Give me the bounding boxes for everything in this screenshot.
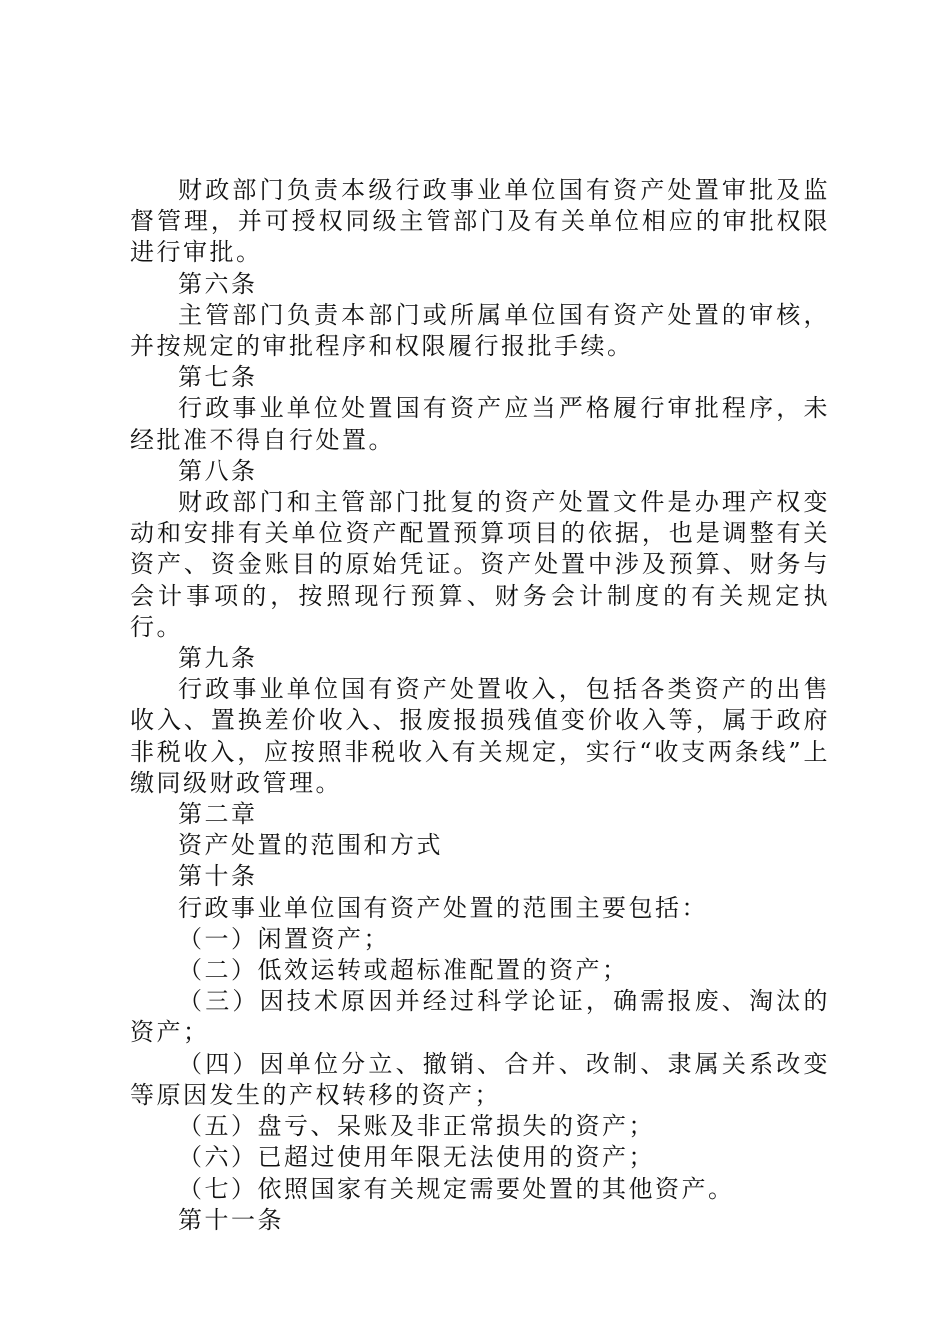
article-heading: 第六条 [178,269,258,298]
paragraph: 主管部门负责本部门或所属单位国有资产处置的审核，并按规定的审批程序和权限履行报批手续。 [130,300,830,361]
list-item: （三）因技术原因并经过科学论证，确需报废、淘汰的资产； [130,987,830,1047]
list-item: （二）低效运转或超标准配置的资产； [178,956,629,985]
document-body [130,175,830,1236]
paragraph: 行政事业单位国有资产处置的范围主要包括： [178,893,708,922]
article-heading: 第七条 [178,363,258,392]
paragraph: 行政事业单位国有资产处置收入，包括各类资产的出售收入、置换差价收入、报废报损残值变价收入等，属于政府非税收入，应按照非税收入有关规定，实行“收支两条线”上缴同级财政管理。 [130,675,830,797]
list-item: （一）闲置资产； [178,924,390,953]
list-item: （五）盘亏、呆账及非正常损失的资产； [178,1112,655,1141]
chapter-title: 资产处置的范围和方式 [178,831,443,860]
article-heading: 第十一条 [178,1205,284,1234]
list-item: （四）因单位分立、撤销、合并、改制、隶属关系改变等原因发生的产权转移的资产； [130,1049,830,1109]
article-heading: 第十条 [178,862,258,891]
article-heading: 第八条 [178,456,258,485]
chapter-heading: 第二章 [178,800,258,829]
article-heading: 第九条 [178,644,258,673]
list-item: （七）依照国家有关规定需要处置的其他资产。 [178,1174,735,1203]
paragraph: 财政部门负责本级行政事业单位国有资产处置审批及监督管理，并可授权同级主管部门及有关单位相应的审批权限进行审批。 [130,176,830,267]
paragraph: 行政事业单位处置国有资产应当严格履行审批程序，未经批准不得自行处置。 [130,394,830,454]
paragraph: 财政部门和主管部门批复的资产处置文件是办理产权变动和安排有关单位资产配置预算项目的依据，也是调整有关资产、资金账目的原始凭证。资产处置中涉及预算、财务与会计事项的，按照现行预算、财务会计制度的有关规定执行。 [130,488,830,641]
list-item: （六）已超过使用年限无法使用的资产； [178,1143,655,1172]
